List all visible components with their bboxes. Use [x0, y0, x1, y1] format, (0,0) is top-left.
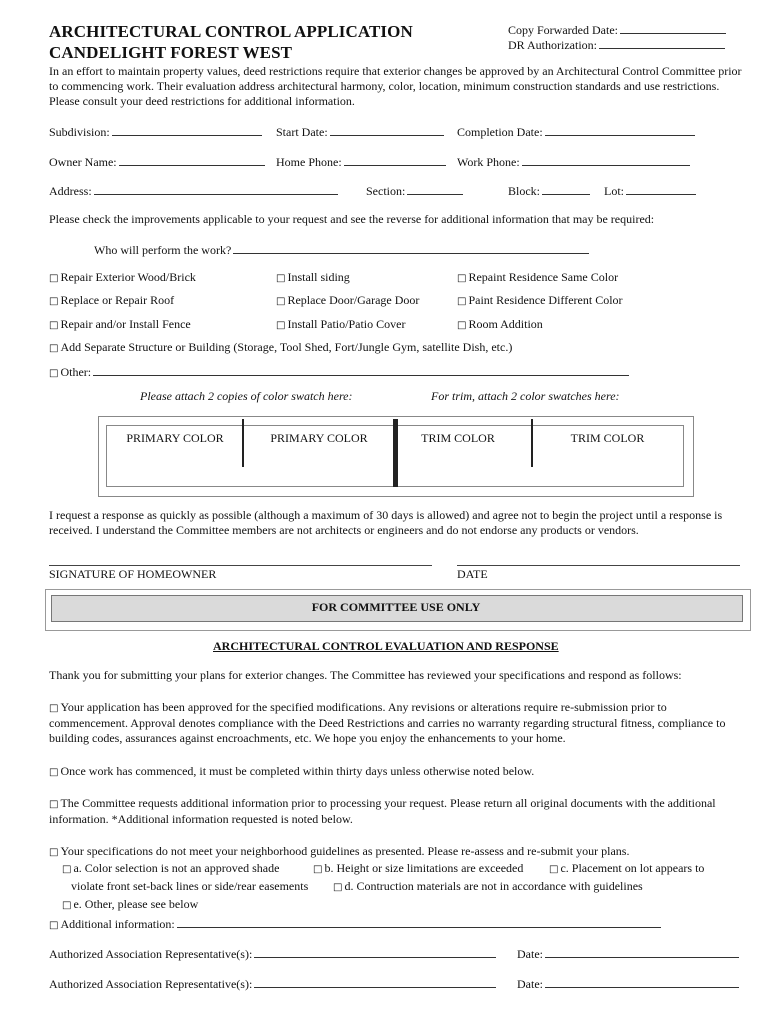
checkbox-icon[interactable]: □ — [457, 320, 467, 331]
checkbox-roof[interactable]: □ Replace or Repair Roof — [49, 293, 175, 307]
swatch-primary-1[interactable]: PRIMARY COLOR — [126, 431, 224, 445]
improvements-instruction: Please check the improvements applicable to your request and see the reverse for additional information that may be required: — [49, 212, 655, 226]
checkbox-icon[interactable]: □ — [49, 320, 59, 331]
signature-date-line[interactable] — [457, 565, 740, 566]
subdivision-blank[interactable] — [112, 123, 262, 136]
work-phone-blank[interactable] — [522, 153, 690, 166]
checkbox-repaint-same[interactable]: □ Repaint Residence Same Color — [457, 270, 619, 284]
checkbox-icon[interactable]: □ — [457, 296, 467, 307]
signature-line[interactable] — [49, 565, 432, 566]
signature-date-label: DATE — [457, 567, 488, 581]
address-field: Address: — [49, 182, 338, 199]
option-c-continued: violate front set-back lines or side/rear easements — [71, 879, 309, 893]
completion-date-field: Completion Date: — [457, 123, 695, 140]
response-not-meet: □ Your specifications do not meet your neighborhood guidelines as presented. Please re-assess and re-submit your plans. — [49, 844, 630, 858]
evaluation-heading: ARCHITECTURAL CONTROL EVALUATION AND RESPONSE — [213, 639, 559, 653]
representative-date-field-2: Date: — [517, 975, 739, 992]
start-date-field: Start Date: — [276, 123, 444, 140]
representative-field-2: Authorized Association Representative(s): — [49, 975, 496, 992]
subdivision-field: Subdivision: — [49, 123, 262, 140]
block-field: Block: — [508, 182, 590, 199]
block-blank[interactable] — [542, 182, 590, 195]
response-thirty-days: □ Once work has commenced, it must be completed within thirty days unless otherwise noted below. — [49, 764, 535, 778]
thanks-text: Thank you for submitting your plans for exterior changes. The Committee has reviewed your specifications and respond as follows: — [49, 668, 682, 682]
representative-date-field-1: Date: — [517, 945, 739, 962]
checkbox-icon[interactable]: □ — [549, 864, 559, 875]
committee-banner-text: FOR COMMITTEE USE ONLY — [311, 600, 481, 614]
intro-paragraph: In an effort to maintain property values, deed restrictions require that exterior changes be approved by an Architectural Control Committee prior to commencing work. Their evaluation address architectural harmony, color, location, minimum construction standards and use restrictions. Please consult your deed restrictions for additional information. — [49, 64, 742, 108]
work-phone-field: Work Phone: — [457, 153, 690, 170]
representative-field-1: Authorized Association Representative(s): — [49, 945, 496, 962]
checkbox-icon[interactable]: □ — [49, 847, 59, 858]
response-additional-request: □ The Committee requests additional information prior to processing your request. Please return all original documents with the additional information. *Additional information requested is noted below. — [49, 796, 716, 826]
swatch-primary-2[interactable]: PRIMARY COLOR — [270, 431, 368, 445]
section-field: Section: — [366, 182, 463, 199]
option-a: □ a. Color selection is not an approved shade — [62, 861, 280, 875]
swatch-divider — [531, 419, 533, 467]
checkbox-icon[interactable]: □ — [62, 900, 72, 911]
checkbox-icon[interactable]: □ — [49, 368, 59, 379]
checkbox-icon[interactable]: □ — [49, 799, 59, 810]
other-blank[interactable] — [93, 363, 629, 376]
who-performs-blank[interactable] — [233, 241, 589, 254]
owner-name-field: Owner Name: — [49, 153, 265, 170]
swatch-divider-thick — [393, 419, 398, 487]
representative-date-blank-1[interactable] — [545, 945, 739, 958]
copy-forwarded-field: Copy Forwarded Date: — [508, 21, 726, 38]
representative-blank-2[interactable] — [254, 975, 496, 988]
checkbox-icon[interactable]: □ — [313, 864, 323, 875]
checkbox-install-siding[interactable]: □ Install siding — [276, 270, 350, 284]
additional-information-field: □ Additional information: — [49, 915, 661, 932]
checkbox-icon[interactable]: □ — [457, 273, 467, 284]
home-phone-field: Home Phone: — [276, 153, 446, 170]
checkbox-room-addition[interactable]: □ Room Addition — [457, 317, 543, 331]
checkbox-repair-exterior[interactable]: □ Repair Exterior Wood/Brick — [49, 270, 196, 284]
owner-name-blank[interactable] — [119, 153, 265, 166]
checkbox-icon[interactable]: □ — [49, 920, 59, 931]
lot-field: Lot: — [604, 182, 696, 199]
form-subtitle: CANDELIGHT FOREST WEST — [49, 43, 293, 62]
checkbox-icon[interactable]: □ — [333, 882, 343, 893]
swatch-trim-2[interactable]: TRIM COLOR — [570, 431, 645, 445]
representative-blank-1[interactable] — [254, 945, 496, 958]
section-blank[interactable] — [407, 182, 463, 195]
form-title: ARCHITECTURAL CONTROL APPLICATION — [49, 22, 413, 41]
swatch-divider — [242, 419, 244, 467]
checkbox-fence[interactable]: □ Repair and/or Install Fence — [49, 317, 191, 331]
checkbox-icon[interactable]: □ — [276, 296, 286, 307]
checkbox-icon[interactable]: □ — [276, 273, 286, 284]
checkbox-separate-structure[interactable]: □ Add Separate Structure or Building (Storage, Tool Shed, Fort/Jungle Gym, satellite Dish, etc.) — [49, 340, 513, 354]
dr-authorization-field: DR Authorization: — [508, 36, 725, 53]
option-c: □ c. Placement on lot appears to — [549, 861, 705, 875]
checkbox-icon[interactable]: □ — [49, 767, 59, 778]
additional-information-blank[interactable] — [177, 915, 661, 928]
who-performs-field: Who will perform the work? — [94, 241, 589, 258]
lot-blank[interactable] — [626, 182, 696, 195]
start-date-blank[interactable] — [330, 123, 444, 136]
agreement-paragraph: I request a response as quickly as possible (although a maximum of 30 days is allowed) and agree not to begin the project until a response is received. I understand the Committee members are not architects or engineers and do not endorse any products or vendors. — [49, 508, 723, 537]
dr-authorization-blank[interactable] — [599, 36, 725, 49]
attach-trim-instruction: For trim, attach 2 color swatches here: — [431, 389, 620, 403]
checkbox-icon[interactable]: □ — [49, 296, 59, 307]
signature-label: SIGNATURE OF HOMEOWNER — [49, 567, 217, 581]
checkbox-patio[interactable]: □ Install Patio/Patio Cover — [276, 317, 406, 331]
representative-date-blank-2[interactable] — [545, 975, 739, 988]
swatch-trim-1[interactable]: TRIM COLOR — [421, 431, 495, 445]
home-phone-blank[interactable] — [344, 153, 446, 166]
checkbox-icon[interactable]: □ — [49, 703, 59, 714]
checkbox-icon[interactable]: □ — [62, 864, 72, 875]
address-blank[interactable] — [94, 182, 338, 195]
checkbox-door[interactable]: □ Replace Door/Garage Door — [276, 293, 420, 307]
checkbox-paint-different[interactable]: □ Paint Residence Different Color — [457, 293, 623, 307]
attach-primary-instruction: Please attach 2 copies of color swatch here: — [140, 389, 353, 403]
checkbox-icon[interactable]: □ — [49, 273, 59, 284]
response-approved: □ Your application has been approved for the specified modifications. Any revisions or alterations require re-submission prior to commencement. Approval denotes compliance with the Deed Restrictions and carries no warranty regarding structural fitness, compliance to building codes, assurances against encroachments, etc. We hope you enjoy the enhancements to your home. — [49, 700, 726, 745]
checkbox-icon[interactable]: □ — [276, 320, 286, 331]
option-d: □ d. Contruction materials are not in accordance with guidelines — [333, 879, 643, 893]
option-e: □ e. Other, please see below — [62, 897, 199, 911]
checkbox-other[interactable]: □ Other: — [49, 363, 629, 380]
checkbox-icon[interactable]: □ — [49, 343, 59, 354]
option-b: □ b. Height or size limitations are exceeded — [313, 861, 524, 875]
copy-forwarded-blank[interactable] — [620, 21, 726, 34]
completion-date-blank[interactable] — [545, 123, 695, 136]
